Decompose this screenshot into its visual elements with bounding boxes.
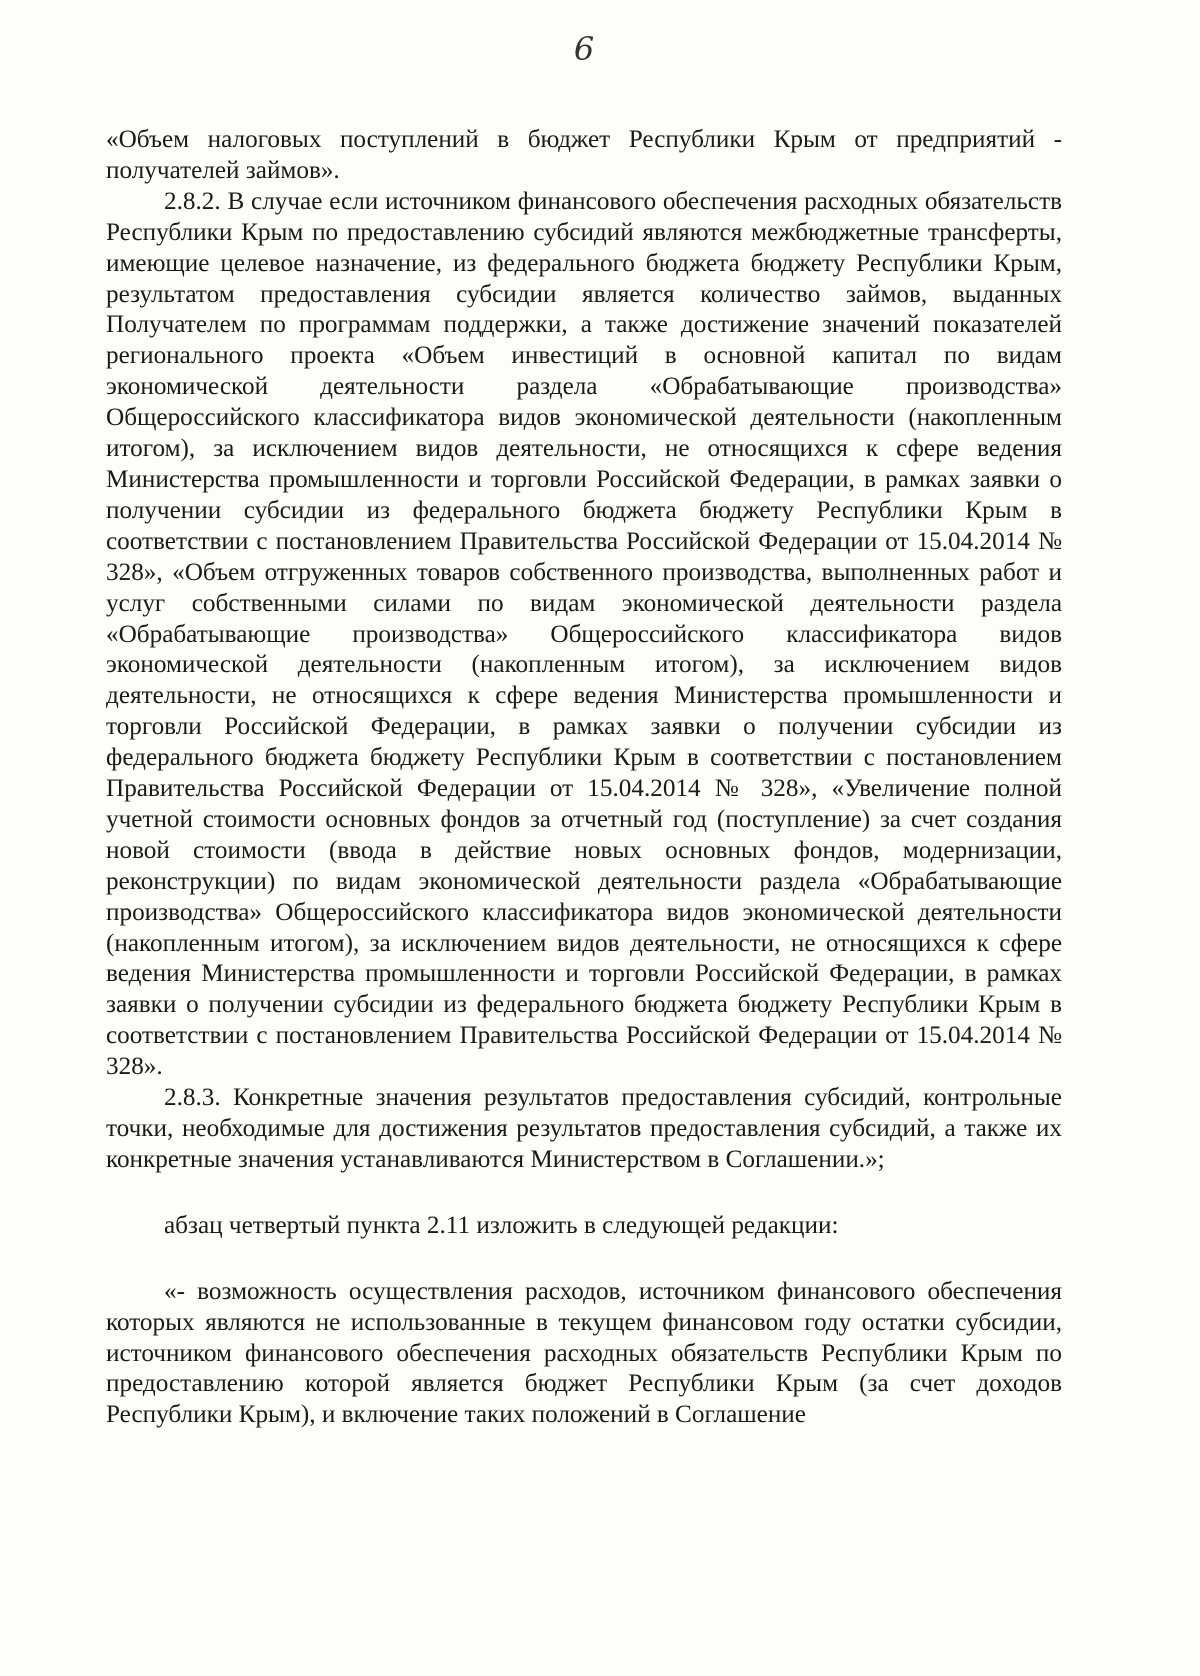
- paragraph-amendment-intro: абзац четвертый пункта 2.11 изложить в следующей редакции:: [164, 1211, 839, 1239]
- paragraph-amendment-text: «- возможность осуществления расходов, источником финансового обеспечения которых являются не использованные в текущем финансовом году остатки субсидии, источником финансового обеспечения расходных обязательств Республики Крым по предоставлению которой является бюджет Республики Крым (за счет доходов Республики Крым), и включение таких положений в Соглашение: [106, 1277, 1062, 1429]
- document-body: [106, 125, 1062, 1431]
- page-number: 6: [573, 30, 595, 68]
- paragraph-2-8-2: 2.8.2. В случае если источником финансового обеспечения расходных обязательств Республики Крым по предоставлению субсидий являются межбюджетные трансферты, имеющие целевое назначение, из федерального бюджета бюджету Республики Крым, результатом предоставления субсидии является количество займов, выданных Получателем по программам поддержки, а также достижение значений показателей регионального проекта «Объем инвестиций в основной капитал по видам экономической деятельности раздела «Обрабатывающие производства» Общероссийского классификатора видов экономической деятельности (накопленным итогом), за исключением видов деятельности, не относящихся к сфере ведения Министерства промышленности и торговли Российской Федерации, в рамках заявки о получении субсидии из федерального бюджета бюджету Республики Крым в соответствии с постановлением Правительства Российской Федерации от 15.04.2014 № 328», «Объем отгруженных товаров собственного производства, выполненных работ и услуг собственными силами по видам экономической деятельности раздела «Обрабатывающие производства» Общероссийского классификатора видов экономической деятельности (накопленным итогом), за исключением видов деятельности, не относящихся к сфере ведения Министерства промышленности и торговли Российской Федерации, в рамках заявки о получении субсидии из федерального бюджета бюджету Республики Крым в соответствии с постановлением Правительства Российской Федерации от 15.04.2014 № 328», «Увеличение полной учетной стоимости основных фондов за отчетный год (поступление) за счет создания новой стоимости (ввода в действие новых основных фондов, модернизации, реконструкции) по видам экономической деятельности раздела «Обрабатывающие производства» Общероссийского классификатора видов экономической деятельности (накопленным итогом), за исключением видов деятельности, не относящихся к сфере ведения Министерства промышленности и торговли Российской Федерации, в рамках заявки о получении субсидии из федерального бюджета бюджету Республики Крым в соответствии с постановлением Правительства Российской Федерации от 15.04.2014 № 328».: [106, 187, 1062, 1081]
- paragraph-2-8-3: 2.8.3. Конкретные значения результатов предоставления субсидий, контрольные точки, необходимые для достижения результатов предоставления субсидий, а также их конкретные значения устанавливаются Министерством в Соглашении.»;: [106, 1084, 1062, 1173]
- paragraph-continuation: «Объем налоговых поступлений в бюджет Республики Крым от предприятий - получателей займов».: [106, 126, 1062, 184]
